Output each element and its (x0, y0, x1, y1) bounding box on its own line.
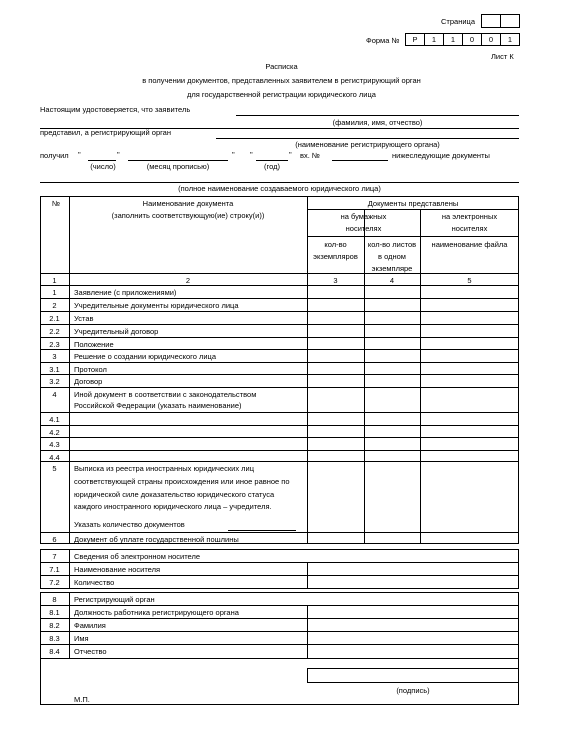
presented-text: представил, а регистрирующий орган (40, 128, 171, 137)
form-number-char: 1 (500, 33, 520, 46)
header-rule (307, 209, 519, 210)
form-number-char: 0 (462, 33, 482, 46)
row-rule (40, 311, 519, 312)
row-rule (40, 461, 519, 462)
row-no: 3.1 (49, 365, 60, 374)
incoming-field[interactable] (332, 160, 388, 161)
row-rule (40, 387, 519, 388)
col-divider (420, 209, 421, 544)
col-divider (69, 196, 70, 544)
sheet-label: Лист К (491, 52, 514, 61)
row-no: 8.2 (49, 621, 60, 630)
row-no: 8 (52, 595, 57, 604)
row-rule (40, 575, 519, 576)
signature-field[interactable] (307, 668, 519, 683)
applicant-fio-line[interactable] (236, 115, 519, 116)
row-no: 4.1 (49, 415, 60, 424)
row-name: Должность работника регистрирующего органа (74, 608, 239, 617)
row-rule (40, 644, 519, 645)
row-no: 6 (52, 535, 57, 544)
col-sheets-header: кол-во листов (367, 240, 417, 249)
day-field[interactable] (88, 160, 116, 161)
row-no: 4.4 (49, 453, 60, 462)
row-name: Договор (74, 377, 103, 386)
month-field[interactable] (128, 160, 228, 161)
row-name: Документ об уплате государственной пошлины (74, 535, 239, 544)
col-electronic-header-2: носителях (451, 224, 488, 233)
row-no: 7.1 (49, 565, 60, 574)
year-caption: (год) (264, 162, 280, 171)
quote-close: " (117, 150, 120, 159)
col-presented-header: Документы представлены (367, 199, 459, 208)
col-file-header: наименование файла (431, 240, 508, 249)
row-no: 3 (52, 352, 57, 361)
row-no: 2 (52, 301, 57, 310)
col-number: 2 (185, 276, 191, 285)
quote-close-3: " (289, 150, 292, 159)
form-label: Форма № (366, 36, 400, 45)
row-name-line-5: Указать количество документов (74, 520, 185, 529)
title-line-3: для государственной регистрации юридического лица (187, 90, 376, 99)
col-number: 3 (333, 276, 338, 285)
form-number (405, 33, 519, 46)
row-rule (40, 374, 519, 375)
form-number-char: Р (405, 33, 425, 46)
row-rule (40, 532, 519, 533)
col-electronic-header: на электронных (441, 212, 498, 221)
row-no: 8.4 (49, 647, 60, 656)
page-label: Страница (441, 17, 475, 26)
row-name-line-3: юридической силе доказательство юридического статуса (74, 490, 275, 499)
row-rule (40, 425, 519, 426)
col-sheets-header-2: в одном (378, 252, 406, 261)
col-name-subheader: (заполнить соответствующую(ие) строку(и)) (111, 211, 265, 220)
row-name: Выписка из реестра иностранных юридических лиц (74, 464, 255, 473)
row-no: 3.2 (49, 377, 60, 386)
row-rule (40, 631, 519, 632)
title-line-2: в получении документов, представленных заявителем в регистрирующий орган (142, 76, 421, 85)
col-paper-header-2: носителях (345, 224, 382, 233)
row-rule (40, 273, 519, 274)
row-no: 2.3 (49, 340, 60, 349)
col-number: 5 (467, 276, 472, 285)
year-field[interactable] (256, 160, 288, 161)
title-line-1: Расписка (265, 62, 298, 71)
row-rule (40, 605, 519, 606)
row-rule (40, 437, 519, 438)
row-name: Положение (74, 340, 114, 349)
col-number: 1 (52, 276, 57, 285)
legal-name-line[interactable] (40, 182, 519, 183)
row-rule (40, 450, 519, 451)
row-rule (40, 618, 519, 619)
documents-count-field[interactable] (228, 530, 296, 531)
col-paper-header: на бумажных (340, 212, 387, 221)
row-name: Устав (74, 314, 94, 323)
row-name: Учредительные документы юридического лица (74, 301, 239, 310)
received-text: получил (40, 151, 69, 160)
row-rule (40, 362, 519, 363)
certify-text: Настоящим удостоверяется, что заявитель (40, 105, 191, 114)
row-name: Решение о создании юридического лица (74, 352, 216, 361)
row-no: 1 (52, 288, 57, 297)
organ-line[interactable] (216, 138, 519, 139)
row-name: Регистрирующий орган (74, 595, 155, 604)
signature-caption: (подпись) (396, 686, 430, 695)
row-name: Заявление (с приложениями) (74, 288, 177, 297)
col-copies-header: кол-во (324, 240, 347, 249)
row-no: 4.3 (49, 440, 60, 449)
row-name-line-2: Российской Федерации (указать наименование) (74, 401, 242, 410)
row-no: 4 (52, 390, 57, 399)
row-no: 4.2 (49, 428, 60, 437)
row-no: 5 (52, 464, 57, 473)
col-copies-header-2: экземпляров (313, 252, 358, 261)
row-no: 2.1 (49, 314, 60, 323)
day-caption: (число) (90, 162, 116, 171)
col-divider (69, 592, 70, 658)
row-rule (40, 349, 519, 350)
row-name: Наименование носителя (74, 565, 161, 574)
quote-close-2: " (250, 150, 253, 159)
form-number-char: 1 (443, 33, 463, 46)
row-rule (40, 412, 519, 413)
row-no: 8.3 (49, 634, 60, 643)
page-box-1[interactable] (481, 14, 501, 28)
col-name-header: Наименование документа (142, 199, 234, 208)
row-name: Отчество (74, 647, 107, 656)
incoming-label: вх. № (300, 151, 320, 160)
form-number-char: 1 (424, 33, 444, 46)
row-rule (40, 658, 519, 659)
col-sheets-header-3: экземпляре (371, 264, 413, 273)
row-no: 7.2 (49, 578, 60, 587)
row-name: Количество (74, 578, 115, 587)
legal-name-caption: (полное наименование создаваемого юридического лица) (178, 184, 381, 193)
following-docs-text: нижеследующие документы (392, 151, 490, 160)
row-name: Имя (74, 634, 89, 643)
row-name-line-4: каждого иностранного юридического лица – учредителя. (74, 502, 272, 511)
row-rule (40, 562, 519, 563)
organ-caption: (наименование регистрирующего органа) (295, 140, 440, 149)
row-no: 7 (52, 552, 57, 561)
row-no: 2.2 (49, 327, 60, 336)
col-no-header: № (52, 199, 61, 208)
header-rule (307, 236, 519, 237)
fio-caption: (фамилия, имя, отчество) (332, 118, 423, 127)
quote-open-2: " (232, 150, 235, 159)
col-divider (69, 549, 70, 589)
row-name: Учредительный договор (74, 327, 159, 336)
row-no: 8.1 (49, 608, 60, 617)
row-name: Фамилия (74, 621, 106, 630)
col-number: 4 (389, 276, 395, 285)
stamp-label: М.П. (74, 695, 90, 704)
row-name: Протокол (74, 365, 107, 374)
row-name-line-2: соответствующей страны происхождения или иное равное по (74, 477, 290, 486)
row-name: Сведения об электронном носителе (74, 552, 201, 561)
row-rule (40, 285, 519, 286)
page-box-2[interactable] (500, 14, 520, 28)
row-rule (40, 324, 519, 325)
form-number-char: 0 (481, 33, 501, 46)
row-name: Иной документ в соответствии с законодательством (74, 390, 257, 399)
quote-open: " (78, 150, 81, 159)
month-caption: (месяц прописью) (146, 162, 210, 171)
row-rule (40, 298, 519, 299)
row-rule (40, 337, 519, 338)
